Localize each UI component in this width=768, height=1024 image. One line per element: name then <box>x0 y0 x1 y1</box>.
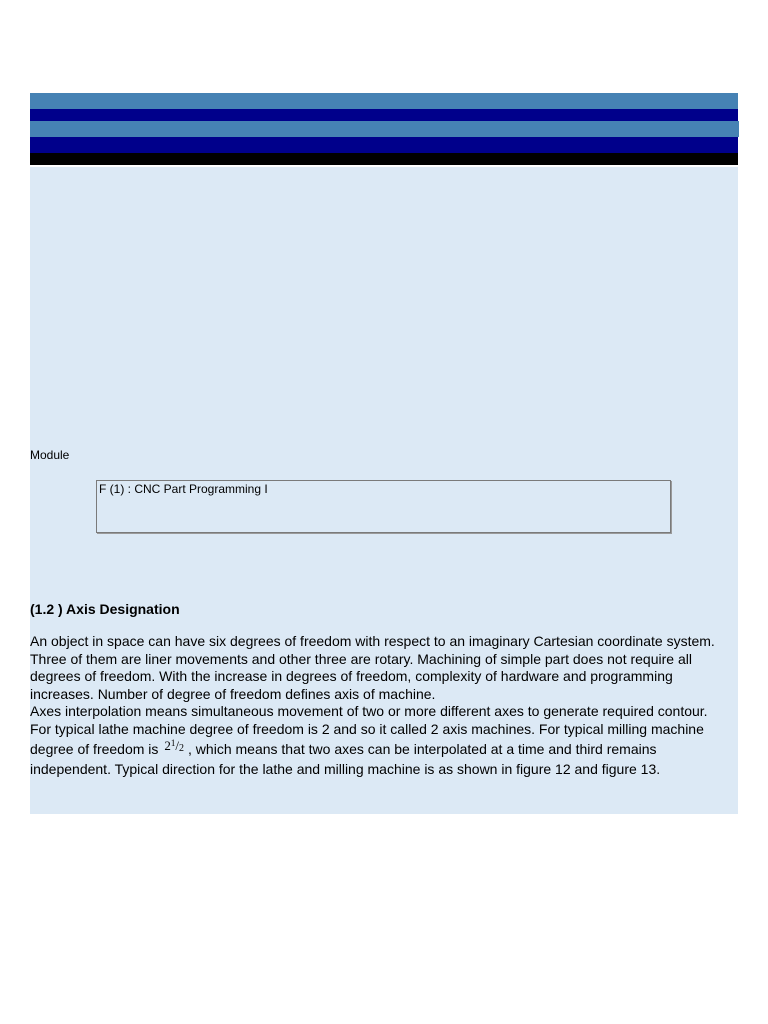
paragraph-axes-interpolation: Axes interpolation means simultaneous movement of two or more different axes to generate required contour. <box>30 703 708 720</box>
content-panel <box>30 167 738 814</box>
fraction-denominator: 2 <box>179 742 185 754</box>
banner-stripe-steelblue-top <box>30 93 738 109</box>
header-banner <box>30 93 738 165</box>
module-title-box <box>96 480 671 533</box>
paragraph-degrees-of-freedom: An object in space can have six degrees of freedom with respect to an imaginary Cartesian coordinate system. Three of them are liner movements and other three are rotary. Machining of simple part does not require all degrees of freedom. With the increase in degrees of freedom, complexity of hardware and programming increases. Number of degree of freedom defines axis of machine. <box>30 633 715 702</box>
paragraph-machine-axes-end: , which means that two axes can be interpolated at a time and third remains independent. Typical direction for the lathe and milling machine is as shown in figure 12 and figure 13. <box>30 740 661 778</box>
module-title: F (1) : CNC Part Programming I <box>99 482 268 496</box>
fraction-slash: / <box>175 737 180 753</box>
fraction-numerator: 1 <box>170 737 176 748</box>
banner-stripe-navy-bottom <box>30 137 738 153</box>
section-heading: (1.2 ) Axis Designation <box>30 601 180 617</box>
paragraph-machine-axes-start: For typical lathe machine degree of freedom is 2 and so it called 2 axis machines. For typical milling machine degree of freedom is <box>30 720 704 757</box>
paragraph-machine-axes <box>30 721 736 779</box>
banner-stripe-steelblue-middle <box>30 121 739 137</box>
two-and-a-half-fraction <box>158 735 188 758</box>
banner-stripe-navy-top <box>30 109 738 121</box>
fraction-whole: 2 <box>164 737 171 753</box>
module-label: Module <box>30 448 70 462</box>
banner-stripe-black <box>30 153 738 165</box>
section-body <box>30 633 736 779</box>
